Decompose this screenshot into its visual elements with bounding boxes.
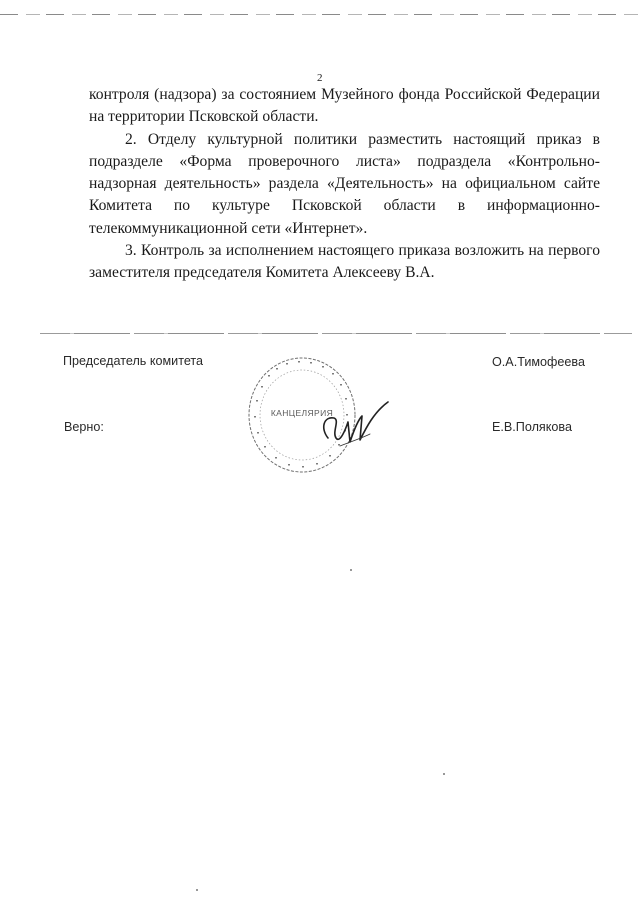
scan-speck — [196, 889, 198, 891]
paragraph-3: 3. Контроль за исполнением настоящего приказа возложить на первого заместителя председателя Комитета Алексееву В.А. — [89, 242, 600, 282]
chair-name: О.А.Тимофеева — [492, 355, 585, 369]
page-number: 2 — [317, 72, 323, 84]
chair-label: Председатель комитета — [63, 354, 204, 368]
scan-artifact-line-middle — [40, 333, 632, 334]
verno-label: Верно: — [64, 420, 104, 434]
scan-artifact-line-top — [0, 14, 640, 15]
verno-name: Е.В.Полякова — [492, 420, 572, 434]
paragraph-1-continuation: контроля (надзора) за состоянием Музейного фонда Российской Федерации на территории Псковской области. — [89, 86, 600, 126]
scan-speck — [350, 569, 352, 571]
handwritten-signature — [310, 398, 394, 458]
scan-speck — [443, 773, 445, 775]
stamp-center-text: КАНЦЕЛЯРИЯ — [270, 408, 334, 418]
paragraph-2: 2. Отделу культурной политики разместить настоящий приказ в подразделе «Форма проверочного листа» подраздела «Контрольно-надзорная деятельность» раздела «Деятельность» на официальном сайте Комитета по культуре Псковской области в информационно-телекоммуникационной сети «Интернет». — [89, 130, 600, 237]
document-body — [89, 84, 600, 285]
